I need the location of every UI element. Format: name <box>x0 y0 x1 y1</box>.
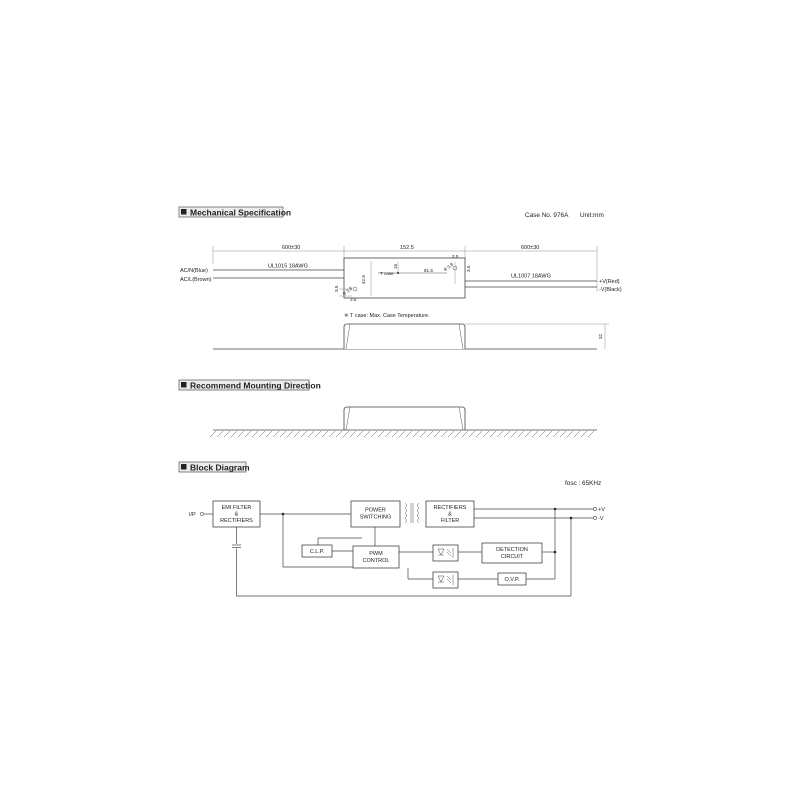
svg-text:PWM: PWM <box>369 551 383 557</box>
dim-phi-right: φ <box>442 266 448 272</box>
svg-text:CONTROL: CONTROL <box>362 558 390 564</box>
svg-text:DETECTION: DETECTION <box>496 547 528 553</box>
detection-circuit-block <box>482 543 542 563</box>
tcase-note: ※ T case: Max. Case Temperature. <box>344 313 430 319</box>
wire-label-neg-v: -V(Black) <box>599 287 622 293</box>
cable-spec-right: UL1007 18AWG <box>511 273 551 280</box>
hatch-stroke <box>231 431 237 437</box>
dim-81-5: 81.5 <box>424 268 433 273</box>
dim-3-5-top: 3.5 <box>452 254 459 259</box>
transformer-icon <box>405 503 419 523</box>
output-terminal-neg <box>593 516 596 519</box>
left-wires <box>213 270 344 278</box>
hatch-stroke <box>462 431 468 437</box>
svg-text:FILTER: FILTER <box>440 518 460 524</box>
dim-body-length: 152.5 <box>400 245 414 251</box>
hatch-stroke <box>294 431 300 437</box>
hatch-stroke <box>553 431 559 437</box>
pwm-control-block <box>353 546 399 568</box>
hatch-stroke <box>560 431 566 437</box>
dim-3-5-right: 3.5 <box>466 265 471 272</box>
unit-label: Unit:mm <box>580 212 604 219</box>
hatch-stroke <box>371 431 377 437</box>
hatch-stroke <box>301 431 307 437</box>
hatch-stroke <box>511 431 517 437</box>
svg-text:POWER: POWER <box>365 507 386 514</box>
hatch-stroke <box>588 431 594 437</box>
hatch-stroke <box>343 431 349 437</box>
hatch-stroke <box>406 431 412 437</box>
svg-text:CIRCUIT: CIRCUIT <box>500 554 524 560</box>
junction-dot <box>554 551 557 554</box>
hatch-stroke <box>441 431 447 437</box>
case-side-view <box>213 324 609 349</box>
hatch-stroke <box>427 431 433 437</box>
mounting-illustration <box>210 407 597 437</box>
hatch-stroke <box>448 431 454 437</box>
mounting-title: Recommend Mounting Direction <box>190 380 321 391</box>
dim-right-wire-length: 600±30 <box>521 245 540 251</box>
case-top-view <box>339 258 465 298</box>
hatch-stroke <box>525 431 531 437</box>
hatch-stroke <box>322 431 328 437</box>
wire-label-pos-v: +V(Red) <box>599 279 620 285</box>
hatch-stroke <box>399 431 405 437</box>
hatch-stroke <box>420 431 426 437</box>
output-label-pos: +V <box>598 507 605 513</box>
hatch-stroke <box>357 431 363 437</box>
dim-3-5-bottom: 3.5 <box>350 297 357 302</box>
hatch-stroke <box>350 431 356 437</box>
hatch-stroke <box>532 431 538 437</box>
wire-label-ac-n: AC/N(Blue) <box>180 268 208 274</box>
output-label-neg: -V <box>598 516 604 522</box>
hatch-stroke <box>497 431 503 437</box>
mounting-surface-hatch <box>210 431 594 437</box>
dim-15: 15 <box>393 263 398 269</box>
dim-3-5-left: 3.5 <box>334 285 339 292</box>
optocoupler-icon-2 <box>433 572 458 588</box>
svg-text:RECTIFIERS: RECTIFIERS <box>220 518 253 524</box>
svg-text:O.V.P.: O.V.P. <box>504 577 520 583</box>
hatch-stroke <box>490 431 496 437</box>
svg-text:&: & <box>234 511 239 518</box>
hatch-stroke <box>329 431 335 437</box>
svg-text:SWITCHING: SWITCHING <box>359 514 392 521</box>
clp-block <box>302 545 332 557</box>
hatch-stroke <box>518 431 524 437</box>
hatch-stroke <box>217 431 223 437</box>
hatch-stroke <box>224 431 230 437</box>
hatch-stroke <box>259 431 265 437</box>
hatch-stroke <box>413 431 419 437</box>
ovp-block <box>498 573 526 585</box>
hatch-stroke <box>280 431 286 437</box>
hatch-stroke <box>567 431 573 437</box>
power-switching-block <box>351 501 400 527</box>
input-terminal <box>200 512 203 515</box>
switching-frequency: fosc : 65KHz <box>565 480 602 487</box>
dim-3-8-right: 3.8 <box>446 261 455 270</box>
right-wires <box>465 281 597 287</box>
hatch-stroke <box>308 431 314 437</box>
hatch-stroke <box>245 431 251 437</box>
rectifier-filter-block <box>426 501 474 527</box>
mechanical-title: Mechanical Specification <box>190 207 292 218</box>
hatch-stroke <box>469 431 475 437</box>
header-square-icon <box>181 382 187 388</box>
hatch-stroke <box>455 431 461 437</box>
hatch-stroke <box>364 431 370 437</box>
hatch-stroke <box>392 431 398 437</box>
mounting-section-header <box>179 380 321 390</box>
hatch-stroke <box>385 431 391 437</box>
output-terminal-pos <box>593 507 596 510</box>
svg-text:C.L.P.: C.L.P. <box>309 549 325 555</box>
header-square-icon <box>181 464 187 470</box>
hatch-stroke <box>546 431 552 437</box>
emi-filter-block <box>213 501 260 527</box>
dim-3-8-left: 3.8 <box>345 285 354 294</box>
hatch-stroke <box>483 431 489 437</box>
optocoupler-icon-1 <box>433 545 458 561</box>
dim-phi-left: φ <box>341 290 347 296</box>
dim-42-5: 42.5 <box>361 275 366 284</box>
hatch-stroke <box>434 431 440 437</box>
dim-left-wire-length: 600±30 <box>282 245 301 251</box>
mechanical-section-header <box>179 207 291 217</box>
block-title: Block Diagram <box>190 462 250 473</box>
header-square-icon <box>181 209 187 215</box>
hatch-stroke <box>476 431 482 437</box>
hatch-stroke <box>574 431 580 437</box>
svg-text:&: & <box>448 511 452 518</box>
hatch-stroke <box>210 431 216 437</box>
tcase-marker-label: T case <box>380 271 394 276</box>
hatch-stroke <box>378 431 384 437</box>
hatch-stroke <box>287 431 293 437</box>
dim-height: 32 <box>598 333 603 339</box>
hatch-stroke <box>252 431 258 437</box>
cable-spec-left: UL1015 18AWG <box>268 263 308 270</box>
hatch-stroke <box>504 431 510 437</box>
hatch-stroke <box>539 431 545 437</box>
case-number: Case No. 976A <box>525 212 569 219</box>
svg-text:EMI FILTER: EMI FILTER <box>221 505 252 511</box>
input-label: I/P <box>189 512 196 518</box>
svg-text:RECTIFIERS: RECTIFIERS <box>433 505 467 511</box>
wire-label-ac-l: AC/L(Brown) <box>180 277 212 283</box>
hatch-stroke <box>238 431 244 437</box>
hatch-stroke <box>315 431 321 437</box>
hatch-stroke <box>266 431 272 437</box>
block-section-header <box>179 462 250 472</box>
hatch-stroke <box>336 431 342 437</box>
hatch-stroke <box>581 431 587 437</box>
hatch-stroke <box>273 431 279 437</box>
